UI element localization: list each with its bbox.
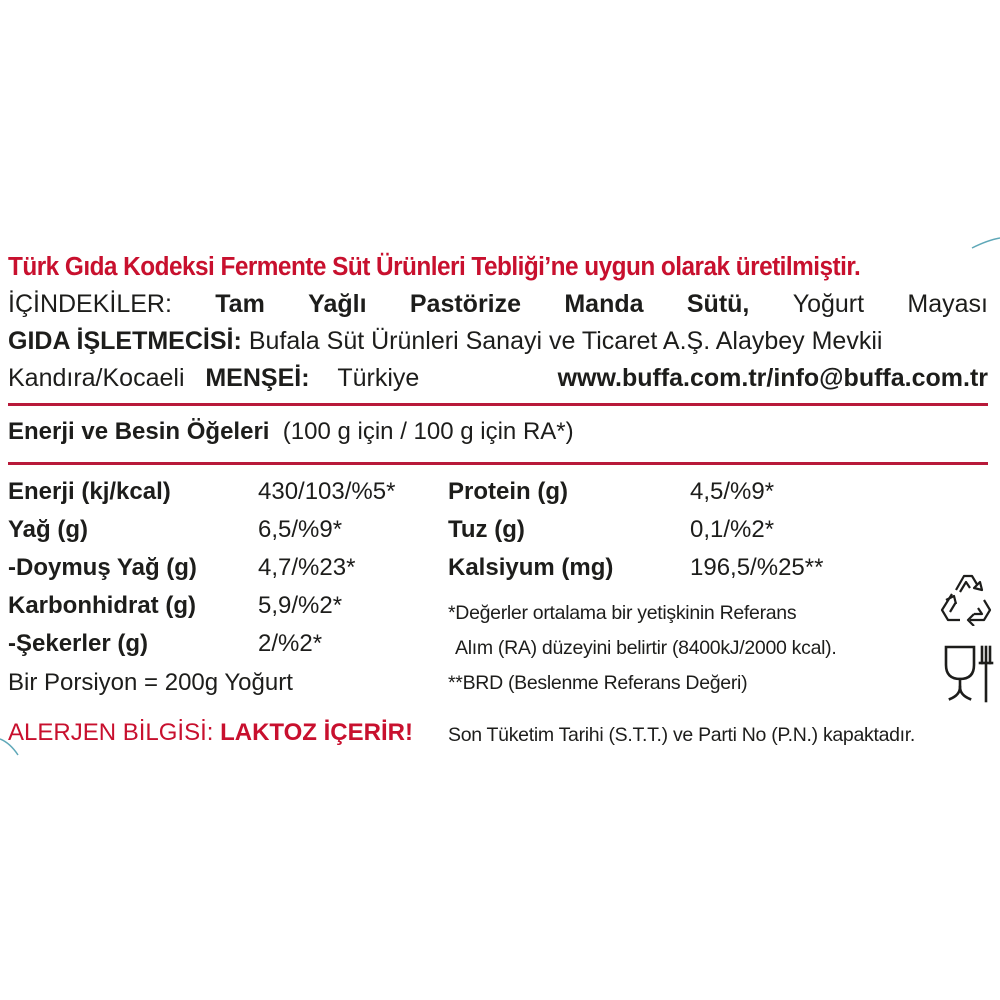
nutrient-value-energy: 430/103/%5*: [258, 478, 396, 505]
nutrient-value-carbohydrate: 5,9/%2*: [258, 592, 343, 619]
nutrient-label-calcium: Kalsiyum (mg): [448, 554, 614, 581]
nutrient-label-saturated-fat: -Doymuş Yağ (g): [8, 554, 197, 581]
allergen-label: ALERJEN BİLGİSİ:: [8, 719, 214, 746]
portion-size: Bir Porsiyon = 200g Yoğurt: [8, 669, 293, 696]
recycle-icon: [934, 570, 998, 626]
ingredient-word: Yağlı: [308, 290, 367, 318]
origin-line: [8, 364, 988, 393]
ingredient-word: Pastörize: [409, 290, 522, 318]
ingredients-label: İÇİNDEKİLER:: [8, 290, 172, 318]
nutrient-value-calcium: 196,5/%25**: [690, 554, 824, 581]
nutrient-label-sugars: -Şekerler (g): [8, 630, 149, 657]
nutrient-value-salt: 0,1/%2*: [690, 516, 775, 543]
nutrient-label-salt: Tuz (g): [448, 516, 525, 543]
ingredient-word: Tam: [215, 290, 265, 318]
nutrition-heading-sub: (100 g için / 100 g için RA*): [282, 418, 574, 445]
ingredient-word: Sütü,: [686, 290, 750, 318]
nutrient-value-protein: 4,5/%9*: [690, 478, 775, 505]
ingredient-word: Mayası: [907, 290, 988, 318]
allergen-info: [8, 719, 413, 747]
nutrition-heading-title: Enerji ve Besin Öğeleri: [8, 418, 270, 445]
location-value: Kandıra/Kocaeli: [8, 364, 185, 392]
nutrient-value-saturated-fat: 4,7/%23*: [258, 554, 356, 581]
nutrient-value-sugars: 2/%2*: [258, 630, 323, 657]
footnote-ra-continued: Alım (RA) düzeyini belirtir (8400kJ/2000 kcal).: [455, 637, 837, 659]
allergen-value: LAKTOZ İÇERİR!: [220, 719, 413, 746]
nutrient-value-fat: 6,5/%9*: [258, 516, 343, 543]
red-divider: [8, 462, 988, 465]
compliance-statement: Türk Gıda Kodeksi Fermente Süt Ürünleri Tebliği’ne uygun olarak üretilmiştir.: [8, 253, 861, 281]
location-text: [8, 364, 419, 393]
web-contact-link[interactable]: www.buffa.com.tr/info@buffa.com.tr: [557, 364, 988, 392]
ingredients-line: [8, 290, 988, 319]
expiry-batch-note: Son Tüketim Tarihi (S.T.T.) ve Parti No (P.N.) kapaktadır.: [448, 724, 916, 746]
glass-fork-food-safe-icon: [944, 643, 994, 703]
ingredient-word: Manda: [564, 290, 644, 318]
nutrient-label-energy: Enerji (kj/kcal): [8, 478, 171, 505]
nutrition-heading: [8, 418, 574, 446]
nutrient-label-carbohydrate: Karbonhidrat (g): [8, 592, 196, 619]
nutrient-label-protein: Protein (g): [448, 478, 568, 505]
footnote-brd: **BRD (Beslenme Referans Değeri): [448, 672, 748, 694]
red-divider: [8, 403, 988, 406]
ingredient-word: Yoğurt: [792, 290, 865, 318]
corner-curve-decoration: [970, 236, 1000, 256]
food-operator-line: [8, 327, 988, 356]
food-operator-value: Bufala Süt Ürünleri Sanayi ve Ticaret A.Ş. Alaybey Mevkii: [248, 327, 883, 355]
origin-label: MENŞEİ:: [205, 364, 310, 392]
nutrient-label-fat: Yağ (g): [8, 516, 89, 543]
footnote-ra: *Değerler ortalama bir yetişkinin Referans: [448, 602, 797, 624]
food-operator-label: GIDA İŞLETMECİSİ:: [8, 327, 242, 355]
origin-value: Türkiye: [337, 364, 420, 392]
